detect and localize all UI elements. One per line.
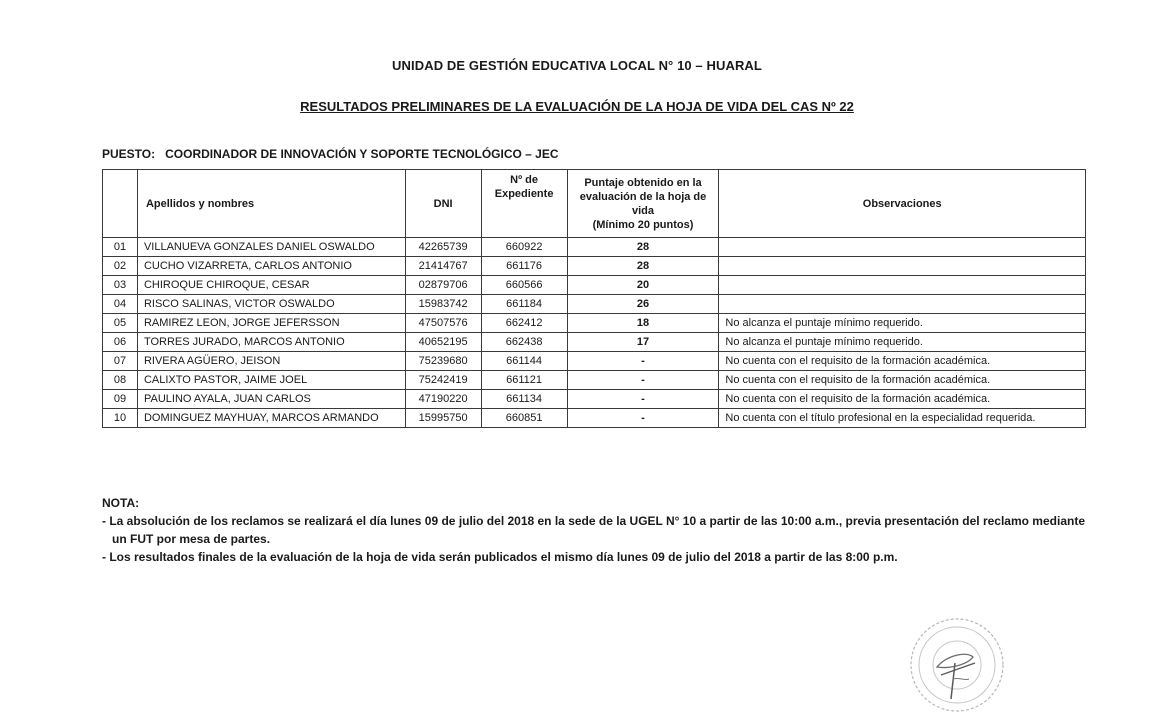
observation-text <box>719 257 1086 276</box>
header-score-line4: (Mínimo 20 puntos) <box>592 218 694 231</box>
row-number: 05 <box>103 314 138 333</box>
position-line <box>102 147 559 161</box>
row-number: 09 <box>103 390 138 409</box>
score-value: 28 <box>567 238 719 257</box>
observation-text <box>719 276 1086 295</box>
note-item: - Los resultados finales de la evaluación de la hoja de vida serán publicados el mismo día lunes 09 de julio del 2018 a partir de las 8:00 p.m. <box>102 550 898 564</box>
expediente-number: 662412 <box>481 314 567 333</box>
header-dni: DNI <box>405 170 481 238</box>
row-number: 04 <box>103 295 138 314</box>
table-row <box>103 295 1086 314</box>
score-value: 26 <box>567 295 719 314</box>
expediente-number: 661176 <box>481 257 567 276</box>
position-label: PUESTO: <box>102 147 156 161</box>
notes-section <box>102 494 1092 566</box>
applicant-name: DOMINGUEZ MAYHUAY, MARCOS ARMANDO <box>137 409 405 428</box>
expediente-number: 660922 <box>481 238 567 257</box>
score-value: - <box>567 371 719 390</box>
page-subtitle: RESULTADOS PRELIMINARES DE LA EVALUACIÓN DE LA HOJA DE VIDA DEL CAS Nº 22 <box>300 99 854 114</box>
applicant-dni: 40652195 <box>405 333 481 352</box>
table-row <box>103 257 1086 276</box>
score-value: - <box>567 390 719 409</box>
observation-text: No cuenta con el requisito de la formación académica. <box>719 371 1086 390</box>
score-value: - <box>567 409 719 428</box>
applicant-dni: 15995750 <box>405 409 481 428</box>
applicant-dni: 75242419 <box>405 371 481 390</box>
table-row <box>103 314 1086 333</box>
table-row <box>103 333 1086 352</box>
header-name: Apellidos y nombres <box>137 170 405 238</box>
page-title: UNIDAD DE GESTIÓN EDUCATIVA LOCAL N° 10 – HUARAL <box>392 58 762 73</box>
notes-label: NOTA: <box>102 496 140 510</box>
header-observations: Observaciones <box>719 170 1086 238</box>
expediente-number: 660566 <box>481 276 567 295</box>
table-row <box>103 352 1086 371</box>
table-row <box>103 238 1086 257</box>
applicant-name: PAULINO AYALA, JUAN CARLOS <box>137 390 405 409</box>
row-number: 06 <box>103 333 138 352</box>
observation-text: No alcanza el puntaje mínimo requerido. <box>719 314 1086 333</box>
score-value: 17 <box>567 333 719 352</box>
applicant-name: CHIROQUE CHIROQUE, CESAR <box>137 276 405 295</box>
applicant-dni: 21414767 <box>405 257 481 276</box>
row-number: 07 <box>103 352 138 371</box>
row-number: 01 <box>103 238 138 257</box>
score-value: 20 <box>567 276 719 295</box>
official-seal-signature-icon <box>907 615 1007 715</box>
score-value: 28 <box>567 257 719 276</box>
applicant-name: VILLANUEVA GONZALES DANIEL OSWALDO <box>137 238 405 257</box>
applicant-name: RIVERA AGÜERO, JEISON <box>137 352 405 371</box>
table-row <box>103 371 1086 390</box>
applicant-name: RAMIREZ LEON, JORGE JEFERSSON <box>137 314 405 333</box>
applicant-name: CUCHO VIZARRETA, CARLOS ANTONIO <box>137 257 405 276</box>
applicant-dni: 15983742 <box>405 295 481 314</box>
score-value: - <box>567 352 719 371</box>
table-row <box>103 390 1086 409</box>
applicant-dni: 47507576 <box>405 314 481 333</box>
expediente-number: 662438 <box>481 333 567 352</box>
observation-text: No cuenta con el requisito de la formación académica. <box>719 390 1086 409</box>
observation-text <box>719 238 1086 257</box>
position-value: COORDINADOR DE INNOVACIÓN Y SOPORTE TECNOLÓGICO – JEC <box>165 147 559 161</box>
header-score-line2: evaluación de la hoja de <box>579 190 707 203</box>
observation-text <box>719 295 1086 314</box>
row-number: 03 <box>103 276 138 295</box>
applicant-name: RISCO SALINAS, VICTOR OSWALDO <box>137 295 405 314</box>
expediente-number: 660851 <box>481 409 567 428</box>
expediente-number: 661134 <box>481 390 567 409</box>
table-row <box>103 276 1086 295</box>
expediente-number: 661144 <box>481 352 567 371</box>
applicant-dni: 42265739 <box>405 238 481 257</box>
table-row <box>103 409 1086 428</box>
applicant-dni: 47190220 <box>405 390 481 409</box>
expediente-number: 661121 <box>481 371 567 390</box>
applicant-name: TORRES JURADO, MARCOS ANTONIO <box>137 333 405 352</box>
header-expediente-line2: Expediente <box>494 188 554 200</box>
observation-text: No cuenta con el requisito de la formación académica. <box>719 352 1086 371</box>
applicant-name: CALIXTO PASTOR, JAIME JOEL <box>137 371 405 390</box>
row-number: 10 <box>103 409 138 428</box>
row-number: 02 <box>103 257 138 276</box>
note-item: - La absolución de los reclamos se realizará el día lunes 09 de julio del 2018 en la sede de la UGEL N° 10 a partir de las 10:00 a.m., previa presentación del reclamo mediante un FUT por mesa de partes. <box>102 514 1085 546</box>
header-expediente <box>481 170 567 238</box>
score-value: 18 <box>567 314 719 333</box>
observation-text: No alcanza el puntaje mínimo requerido. <box>719 333 1086 352</box>
applicant-dni: 02879706 <box>405 276 481 295</box>
results-table <box>102 169 1086 428</box>
row-number: 08 <box>103 371 138 390</box>
header-score-line3: vida <box>631 204 654 217</box>
expediente-number: 661184 <box>481 295 567 314</box>
observation-text: No cuenta con el título profesional en la especialidad requerida. <box>719 409 1086 428</box>
header-number <box>103 170 138 238</box>
header-score <box>567 170 719 238</box>
applicant-dni: 75239680 <box>405 352 481 371</box>
header-score-line1: Puntaje obtenido en la <box>584 176 702 189</box>
table-header-row <box>103 170 1086 238</box>
header-expediente-line1: Nº de <box>510 174 539 186</box>
